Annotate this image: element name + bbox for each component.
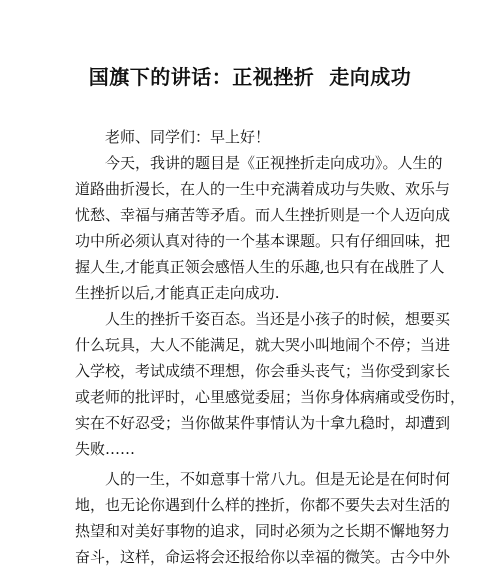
- paragraph-life: [75, 466, 451, 570]
- paragraph-greeting: [75, 124, 430, 150]
- text-line: 实在不好忍受；当你做某件事情认为十拿九稳时，却遭到: [75, 414, 451, 432]
- paragraph-setbacks: [75, 306, 466, 462]
- text-line: 人生的挫折千姿百态。当还是小孩子的时候，想要买: [105, 310, 451, 328]
- text-line: 握人生,才能真正领会感悟人生的乐趣,也只有在战胜了人: [75, 258, 445, 276]
- text-line: 热望和对美好事物的追求，同时必须为之长期不懈地努力: [75, 522, 451, 540]
- text-line: 人的一生，不如意事十常八九。但是无论是在何时何: [105, 470, 451, 488]
- text-line: 入学校，考试成绩不理想，你会垂头丧气；当你受到家长: [75, 362, 451, 380]
- text-line: 今天，我讲的题目是《正视挫折走向成功》。人生的: [105, 154, 443, 172]
- text-line: 老师、同学们：早上好！: [105, 128, 271, 146]
- text-line: 地，也无论你遇到什么样的挫折，你都不要失去对生活的: [75, 496, 451, 514]
- page-title: 国旗下的讲话：正视挫折 走向成功: [88, 65, 412, 89]
- text-line: 忧愁、幸福与痛苦等矛盾。而人生挫折则是一个人迈向成: [75, 206, 451, 224]
- text-line: 功中所必须认真对待的一个基本课题。只有仔细回味，把: [75, 232, 451, 250]
- text-line: 或老师的批评时，心里感觉委屈；当你身体病痛或受伤时，: [75, 388, 466, 406]
- text-line: 生挫折以后,才能真正走向成功.: [75, 284, 280, 302]
- text-line: 什么玩具，大人不能满足，就大哭小叫地闹个不停；当进: [75, 336, 451, 354]
- paragraph-intro: [75, 150, 451, 306]
- text-line: 奋斗，这样，命运将会还报给你以幸福的微笑。古今中外: [75, 548, 451, 566]
- document-body: [75, 124, 466, 570]
- text-line: 道路曲折漫长，在人的一生中充满着成功与失败、欢乐与: [75, 180, 451, 198]
- text-line: 失败……: [75, 440, 136, 458]
